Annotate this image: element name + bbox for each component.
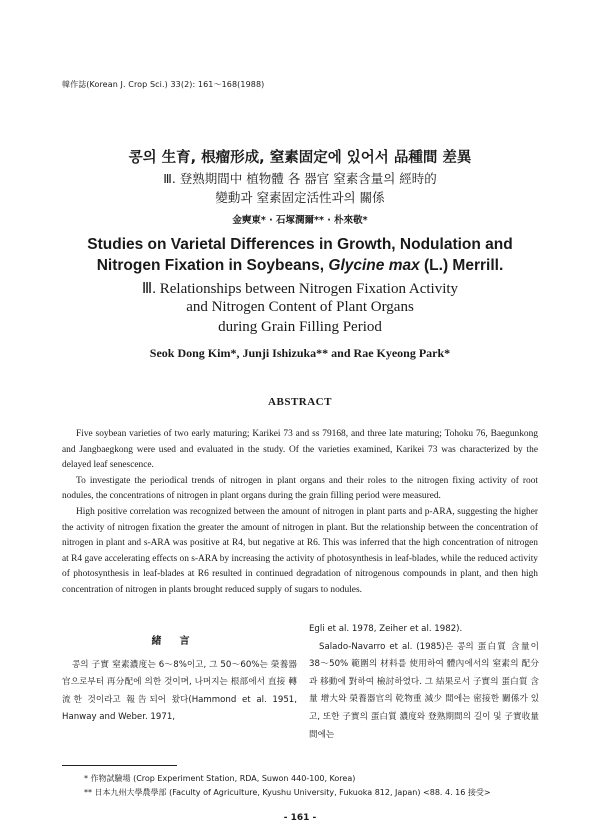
species-name: Glycine max xyxy=(328,257,420,274)
abstract-paragraph: Five soybean varieties of two early maturing; Karikei 73 and ss 79168, and three late maturing; Tohoku 76, Baegunkong and Jangbaegkong were used and evaluated in the study. Of the varieties examined, Karikei 73 was characterized by the delayed leaf senescence. xyxy=(62,429,538,471)
footnote-1: * 作物試驗場 (Crop Experiment Station, RDA, Suwon 440-100, Korea) xyxy=(84,774,356,783)
footnote-2: ** 日本九州大學農學部 (Faculty of Agriculture, Kyushu University, Fukuoka 812, Japan) <88. 4. 16 接受> xyxy=(84,788,491,797)
korean-title-line-2: Ⅲ. 登熟期間中 植物體 各 器官 窒素含量의 經時的 xyxy=(163,171,437,186)
korean-title-line-3: 變動과 窒素固定活性과의 關係 xyxy=(215,190,385,205)
abstract-body xyxy=(62,427,538,599)
left-column-text: 콩의 子實 窒素濃度는 6～8%이고, 그 50～60%는 榮養器官으로부터 再分配에 의한 것이며, 나머지는 根部에서 直接 轉流한 것이라고 報告되어 왔다(Hammond et al. 1951, Hanway and Weber. 1971, xyxy=(62,659,297,723)
english-title-line-2-pre: Nitrogen Fixation in Soybeans, xyxy=(96,257,329,274)
introduction-heading: 緒言 xyxy=(151,636,208,647)
abstract-heading: ABSTRACT xyxy=(268,396,332,408)
right-column-first-line: Egli et al. 1978, Zeiher et al. 1982). xyxy=(309,624,463,634)
abstract-paragraph: High positive correlation was recognized between the amount of nitrogen in plant parts and p-ARA, suggesting the higher the activity of nitrogen fixation the greater the amount of nitrogen in plant. But the relationship between the concentration of nitrogen in plant and s-ARA was positive at R4, but negative at R6. This was inferred that the high concentration of nitrogen at R4 gave accelerating effects on s-ARA by increasing the activity of photosynthesis in leaf-blades, while the reduced activity of photosynthesis in leaf-blades at R6 resulted in continued degradation of nitrogenous compounds in plant, and then high concentration of nitrogen in plants brought reduced supply of sugars to nodules. xyxy=(62,506,538,595)
part-title-line-2: and Nitrogen Content of Plant Organs xyxy=(186,299,414,315)
korean-title-line-1: 콩의 生育, 根瘤形成, 窒素固定에 있어서 品種間 差異 xyxy=(128,150,472,166)
left-column xyxy=(62,633,297,727)
abstract-paragraph: To investigate the periodical trends of nitrogen in plant organs and their roles to the nitrogen fixing activity of root nodules, the concentrations of nitrogen in plant organs during the grain filling period were measured. xyxy=(62,475,538,502)
english-title-line-2 xyxy=(0,257,600,275)
part-title-line-1: Ⅲ. Relationships between Nitrogen Fixation Activity xyxy=(141,281,459,297)
part-title-line-3: during Grain Filling Period xyxy=(218,319,382,335)
english-authors: Seok Dong Kim*, Junji Ishizuka** and Rae Kyeong Park* xyxy=(149,346,451,360)
english-title-line-1: Studies on Varietal Differences in Growth, Nodulation and xyxy=(87,236,513,253)
right-column xyxy=(309,621,539,744)
right-column-text: Salado-Navarro et al. (1985)은 콩의 蛋白質 含量이 38～50% 範圍의 材料를 使用하여 體內에서의 窒素의 配分과 移動에 對하여 檢討하였다. 그 結果로서 子實의 蛋白質 含量 增大와 榮養器官의 乾物重 減少 間에는 密接한 關係가 있고, 또한 子實의 蛋白質 濃度와 登熟期間의 길이 및 子實收量 間에는 xyxy=(309,641,539,740)
korean-authors: 金奭東* · 石塚潤爾** · 朴來敬* xyxy=(232,215,368,226)
page-number: - 161 - xyxy=(283,813,317,823)
english-title-line-2-post: (L.) Merrill. xyxy=(419,257,504,274)
journal-citation: 韓作誌(Korean J. Crop Sci.) 33(2): 161～168(1988) xyxy=(62,80,265,89)
footnote-rule xyxy=(62,765,177,766)
